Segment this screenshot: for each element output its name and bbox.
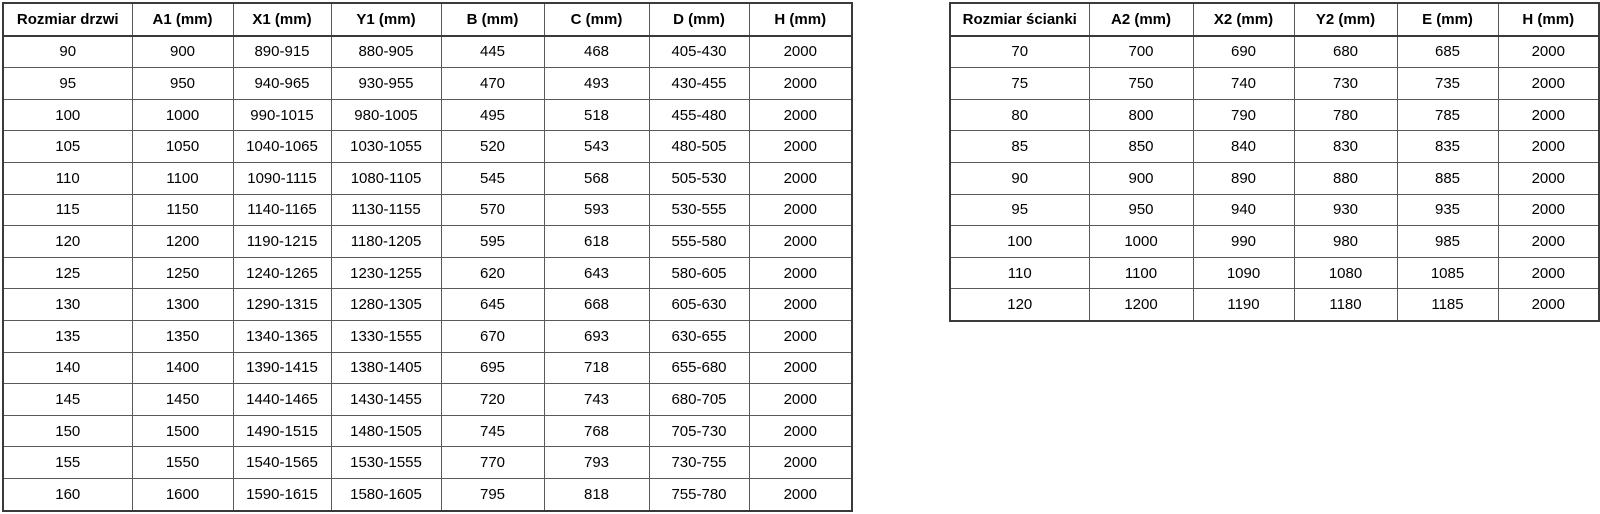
table-cell: 630-655 bbox=[649, 320, 749, 352]
table-cell: 2000 bbox=[749, 384, 852, 416]
table-cell: 935 bbox=[1397, 194, 1498, 226]
table-cell: 900 bbox=[1089, 162, 1193, 194]
table-cell: 2000 bbox=[1498, 36, 1599, 68]
table-row bbox=[950, 226, 1599, 258]
table-cell: 1230-1255 bbox=[331, 257, 441, 289]
table-cell: 1500 bbox=[132, 415, 233, 447]
table-cell: 1440-1465 bbox=[233, 384, 331, 416]
table-cell: 818 bbox=[544, 478, 649, 510]
table-cell: 2000 bbox=[749, 194, 852, 226]
table-cell: 940 bbox=[1193, 194, 1294, 226]
column-header: Rozmiar drzwi bbox=[3, 3, 132, 36]
table-cell: 2000 bbox=[749, 162, 852, 194]
table-cell: 2000 bbox=[749, 289, 852, 321]
table-cell: 120 bbox=[3, 226, 132, 258]
table-cell: 1190 bbox=[1193, 289, 1294, 321]
table-row bbox=[950, 131, 1599, 163]
table-cell: 1100 bbox=[1089, 257, 1193, 289]
table-cell: 95 bbox=[3, 68, 132, 100]
table-cell: 2000 bbox=[749, 36, 852, 68]
table-cell: 580-605 bbox=[649, 257, 749, 289]
table-cell: 743 bbox=[544, 384, 649, 416]
table-cell: 85 bbox=[950, 131, 1089, 163]
table-cell: 1190-1215 bbox=[233, 226, 331, 258]
table-row bbox=[3, 68, 852, 100]
table-cell: 125 bbox=[3, 257, 132, 289]
table-cell: 755-780 bbox=[649, 478, 749, 510]
table-row bbox=[950, 99, 1599, 131]
table-cell: 120 bbox=[950, 289, 1089, 321]
table-cell: 605-630 bbox=[649, 289, 749, 321]
table-cell: 830 bbox=[1294, 131, 1397, 163]
table-cell: 1380-1405 bbox=[331, 352, 441, 384]
table-cell: 2000 bbox=[1498, 99, 1599, 131]
table-cell: 2000 bbox=[749, 320, 852, 352]
table-cell: 735 bbox=[1397, 68, 1498, 100]
table-cell: 2000 bbox=[749, 352, 852, 384]
table-cell: 1100 bbox=[132, 162, 233, 194]
table-row bbox=[950, 257, 1599, 289]
table-cell: 1080 bbox=[1294, 257, 1397, 289]
table-row bbox=[3, 478, 852, 510]
table-cell: 568 bbox=[544, 162, 649, 194]
table-cell: 140 bbox=[3, 352, 132, 384]
table-cell: 2000 bbox=[749, 257, 852, 289]
table-cell: 110 bbox=[950, 257, 1089, 289]
table-cell: 1140-1165 bbox=[233, 194, 331, 226]
table-cell: 2000 bbox=[749, 478, 852, 510]
table-cell: 618 bbox=[544, 226, 649, 258]
table-row bbox=[3, 384, 852, 416]
table-cell: 518 bbox=[544, 99, 649, 131]
table-cell: 890 bbox=[1193, 162, 1294, 194]
table-cell: 670 bbox=[441, 320, 544, 352]
table-cell: 1185 bbox=[1397, 289, 1498, 321]
table-cell: 720 bbox=[441, 384, 544, 416]
table-cell: 505-530 bbox=[649, 162, 749, 194]
table-cell: 1180-1205 bbox=[331, 226, 441, 258]
table-cell: 80 bbox=[950, 99, 1089, 131]
table-cell: 1330-1555 bbox=[331, 320, 441, 352]
table-cell: 718 bbox=[544, 352, 649, 384]
wall-dimensions-table bbox=[949, 2, 1600, 322]
table-cell: 495 bbox=[441, 99, 544, 131]
table-cell: 1280-1305 bbox=[331, 289, 441, 321]
table-cell: 130 bbox=[3, 289, 132, 321]
table-cell: 745 bbox=[441, 415, 544, 447]
table-cell: 1290-1315 bbox=[233, 289, 331, 321]
table-cell: 1430-1455 bbox=[331, 384, 441, 416]
table-cell: 680 bbox=[1294, 36, 1397, 68]
table-cell: 990-1015 bbox=[233, 99, 331, 131]
table-row bbox=[3, 352, 852, 384]
column-header: H (mm) bbox=[1498, 3, 1599, 36]
column-header: Y2 (mm) bbox=[1294, 3, 1397, 36]
table-cell: 468 bbox=[544, 36, 649, 68]
table-cell: 1480-1505 bbox=[331, 415, 441, 447]
table-cell: 1180 bbox=[1294, 289, 1397, 321]
table-row bbox=[3, 447, 852, 479]
table-cell: 480-505 bbox=[649, 131, 749, 163]
table-cell: 885 bbox=[1397, 162, 1498, 194]
table-cell: 2000 bbox=[749, 226, 852, 258]
table-cell: 850 bbox=[1089, 131, 1193, 163]
table-cell: 620 bbox=[441, 257, 544, 289]
table-row bbox=[3, 415, 852, 447]
table-cell: 1350 bbox=[132, 320, 233, 352]
table-cell: 770 bbox=[441, 447, 544, 479]
table-cell: 90 bbox=[950, 162, 1089, 194]
table-row bbox=[3, 257, 852, 289]
table-cell: 1300 bbox=[132, 289, 233, 321]
table-cell: 1040-1065 bbox=[233, 131, 331, 163]
table-cell: 1200 bbox=[1089, 289, 1193, 321]
column-header: A2 (mm) bbox=[1089, 3, 1193, 36]
table-cell: 795 bbox=[441, 478, 544, 510]
table-cell: 2000 bbox=[749, 415, 852, 447]
header-row bbox=[3, 3, 852, 36]
table-cell: 1580-1605 bbox=[331, 478, 441, 510]
table-cell: 2000 bbox=[749, 447, 852, 479]
table-cell: 593 bbox=[544, 194, 649, 226]
table-cell: 643 bbox=[544, 257, 649, 289]
table-cell: 1050 bbox=[132, 131, 233, 163]
table-cell: 155 bbox=[3, 447, 132, 479]
table-cell: 2000 bbox=[1498, 257, 1599, 289]
table-cell: 145 bbox=[3, 384, 132, 416]
table-cell: 1000 bbox=[132, 99, 233, 131]
table-cell: 1030-1055 bbox=[331, 131, 441, 163]
table-cell: 150 bbox=[3, 415, 132, 447]
table-cell: 430-455 bbox=[649, 68, 749, 100]
table-row bbox=[3, 99, 852, 131]
table-cell: 750 bbox=[1089, 68, 1193, 100]
table-cell: 1130-1155 bbox=[331, 194, 441, 226]
table-cell: 100 bbox=[950, 226, 1089, 258]
column-header: X2 (mm) bbox=[1193, 3, 1294, 36]
table-cell: 555-580 bbox=[649, 226, 749, 258]
wall-table-body bbox=[950, 36, 1599, 321]
table-cell: 445 bbox=[441, 36, 544, 68]
table-cell: 705-730 bbox=[649, 415, 749, 447]
table-cell: 685 bbox=[1397, 36, 1498, 68]
wall-table-header bbox=[950, 3, 1599, 36]
table-cell: 680-705 bbox=[649, 384, 749, 416]
table-cell: 985 bbox=[1397, 226, 1498, 258]
table-cell: 780 bbox=[1294, 99, 1397, 131]
table-row bbox=[3, 36, 852, 68]
table-cell: 980 bbox=[1294, 226, 1397, 258]
table-cell: 890-915 bbox=[233, 36, 331, 68]
table-cell: 1090 bbox=[1193, 257, 1294, 289]
table-row bbox=[950, 162, 1599, 194]
table-cell: 595 bbox=[441, 226, 544, 258]
table-cell: 1600 bbox=[132, 478, 233, 510]
table-cell: 793 bbox=[544, 447, 649, 479]
column-header: H (mm) bbox=[749, 3, 852, 36]
table-row bbox=[950, 194, 1599, 226]
door-table-body bbox=[3, 36, 852, 511]
table-cell: 1085 bbox=[1397, 257, 1498, 289]
table-cell: 1150 bbox=[132, 194, 233, 226]
table-cell: 880-905 bbox=[331, 36, 441, 68]
table-cell: 880 bbox=[1294, 162, 1397, 194]
table-cell: 940-965 bbox=[233, 68, 331, 100]
table-cell: 950 bbox=[132, 68, 233, 100]
table-row bbox=[3, 131, 852, 163]
table-cell: 930 bbox=[1294, 194, 1397, 226]
table-cell: 1080-1105 bbox=[331, 162, 441, 194]
table-cell: 1240-1265 bbox=[233, 257, 331, 289]
door-table-header bbox=[3, 3, 852, 36]
table-cell: 1550 bbox=[132, 447, 233, 479]
table-cell: 900 bbox=[132, 36, 233, 68]
table-cell: 570 bbox=[441, 194, 544, 226]
table-cell: 1490-1515 bbox=[233, 415, 331, 447]
table-cell: 455-480 bbox=[649, 99, 749, 131]
table-row bbox=[3, 320, 852, 352]
table-cell: 520 bbox=[441, 131, 544, 163]
table-cell: 835 bbox=[1397, 131, 1498, 163]
table-cell: 1340-1365 bbox=[233, 320, 331, 352]
table-cell: 135 bbox=[3, 320, 132, 352]
table-cell: 530-555 bbox=[649, 194, 749, 226]
table-row bbox=[3, 289, 852, 321]
column-header: Rozmiar ścianki bbox=[950, 3, 1089, 36]
table-cell: 645 bbox=[441, 289, 544, 321]
table-cell: 790 bbox=[1193, 99, 1294, 131]
column-header: A1 (mm) bbox=[132, 3, 233, 36]
column-header: Y1 (mm) bbox=[331, 3, 441, 36]
table-cell: 1590-1615 bbox=[233, 478, 331, 510]
table-cell: 1390-1415 bbox=[233, 352, 331, 384]
table-cell: 768 bbox=[544, 415, 649, 447]
table-cell: 115 bbox=[3, 194, 132, 226]
table-cell: 110 bbox=[3, 162, 132, 194]
table-cell: 2000 bbox=[1498, 68, 1599, 100]
table-cell: 2000 bbox=[1498, 289, 1599, 321]
table-cell: 950 bbox=[1089, 194, 1193, 226]
table-cell: 160 bbox=[3, 478, 132, 510]
table-row bbox=[950, 36, 1599, 68]
table-cell: 1250 bbox=[132, 257, 233, 289]
table-cell: 730 bbox=[1294, 68, 1397, 100]
table-row bbox=[3, 194, 852, 226]
table-cell: 1000 bbox=[1089, 226, 1193, 258]
table-cell: 930-955 bbox=[331, 68, 441, 100]
table-cell: 2000 bbox=[749, 68, 852, 100]
table-cell: 1530-1555 bbox=[331, 447, 441, 479]
table-cell: 2000 bbox=[749, 99, 852, 131]
table-cell: 2000 bbox=[1498, 131, 1599, 163]
column-header: C (mm) bbox=[544, 3, 649, 36]
table-cell: 493 bbox=[544, 68, 649, 100]
table-cell: 470 bbox=[441, 68, 544, 100]
table-cell: 800 bbox=[1089, 99, 1193, 131]
table-cell: 785 bbox=[1397, 99, 1498, 131]
table-cell: 1540-1565 bbox=[233, 447, 331, 479]
table-cell: 695 bbox=[441, 352, 544, 384]
table-cell: 668 bbox=[544, 289, 649, 321]
column-header: E (mm) bbox=[1397, 3, 1498, 36]
table-cell: 95 bbox=[950, 194, 1089, 226]
header-row bbox=[950, 3, 1599, 36]
table-cell: 1200 bbox=[132, 226, 233, 258]
table-cell: 2000 bbox=[1498, 162, 1599, 194]
table-cell: 2000 bbox=[749, 131, 852, 163]
table-cell: 405-430 bbox=[649, 36, 749, 68]
column-header: X1 (mm) bbox=[233, 3, 331, 36]
table-cell: 70 bbox=[950, 36, 1089, 68]
table-cell: 700 bbox=[1089, 36, 1193, 68]
door-dimensions-table bbox=[2, 2, 853, 512]
table-cell: 840 bbox=[1193, 131, 1294, 163]
table-cell: 1450 bbox=[132, 384, 233, 416]
table-cell: 2000 bbox=[1498, 226, 1599, 258]
table-cell: 2000 bbox=[1498, 194, 1599, 226]
table-row bbox=[3, 226, 852, 258]
table-cell: 1400 bbox=[132, 352, 233, 384]
table-cell: 105 bbox=[3, 131, 132, 163]
table-cell: 730-755 bbox=[649, 447, 749, 479]
table-cell: 100 bbox=[3, 99, 132, 131]
table-cell: 980-1005 bbox=[331, 99, 441, 131]
table-cell: 740 bbox=[1193, 68, 1294, 100]
table-cell: 1090-1115 bbox=[233, 162, 331, 194]
table-cell: 545 bbox=[441, 162, 544, 194]
table-cell: 75 bbox=[950, 68, 1089, 100]
table-cell: 690 bbox=[1193, 36, 1294, 68]
table-row bbox=[950, 289, 1599, 321]
column-header: D (mm) bbox=[649, 3, 749, 36]
table-cell: 655-680 bbox=[649, 352, 749, 384]
table-row bbox=[3, 162, 852, 194]
table-row bbox=[950, 68, 1599, 100]
table-cell: 543 bbox=[544, 131, 649, 163]
table-cell: 90 bbox=[3, 36, 132, 68]
table-cell: 990 bbox=[1193, 226, 1294, 258]
column-header: B (mm) bbox=[441, 3, 544, 36]
table-cell: 693 bbox=[544, 320, 649, 352]
